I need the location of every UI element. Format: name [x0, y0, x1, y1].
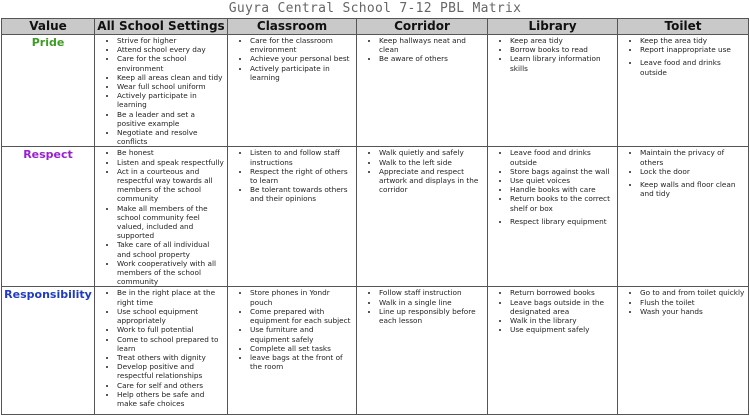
expectation-list — [618, 147, 748, 198]
cell-library — [488, 147, 618, 287]
list-item: • Return borrowed books — [510, 288, 615, 297]
expectation-list — [357, 35, 487, 64]
value-label: Respect — [2, 147, 95, 287]
list-item: • Actively participate in learning — [117, 91, 225, 109]
list-item: • Leave food and drinks outside — [510, 148, 615, 166]
list-item: • leave bags at the front of the room — [250, 353, 354, 371]
expectation-list — [95, 287, 227, 408]
list-item: • Keep area tidy — [510, 36, 615, 45]
header-value: Value — [2, 19, 95, 35]
list-item: • Be tolerant towards others and their opinions — [250, 185, 354, 203]
page-title: Guyra Central School 7-12 PBL Matrix — [228, 1, 522, 16]
cell-corridor — [357, 287, 488, 415]
matrix-row-respect — [2, 147, 749, 287]
pbl-matrix-table — [1, 18, 749, 415]
header-all-school-settings: All School Settings — [95, 19, 228, 35]
cell-toilet — [618, 147, 749, 287]
list-item: • Strive for higher — [117, 36, 225, 45]
list-item: • Wear full school uniform — [117, 82, 225, 91]
cell-library — [488, 287, 618, 415]
list-item: • Work to full potential — [117, 325, 225, 334]
list-item: • Borrow books to read — [510, 45, 615, 54]
list-item: • Keep the area tidy — [640, 36, 746, 45]
list-item: • Develop positive and respectful relationships — [117, 362, 225, 380]
list-item: • Negotiate and resolve conflicts — [117, 128, 225, 146]
list-item: • Maintain the privacy of others — [640, 148, 746, 166]
expectation-list — [228, 147, 356, 203]
list-item: • Care for self and others — [117, 381, 225, 390]
list-item: • Care for the classroom environment — [250, 36, 354, 54]
expectation-list — [618, 35, 748, 77]
list-item: • Actively participate in learning — [250, 64, 354, 82]
cell-all-school-settings — [95, 287, 228, 415]
list-item: • Keep all areas clean and tidy — [117, 73, 225, 82]
cell-classroom — [228, 147, 357, 287]
expectation-list — [357, 287, 487, 325]
cell-classroom — [228, 35, 357, 147]
expectation-list — [488, 287, 617, 334]
expectation-list — [488, 147, 617, 226]
list-item: • Respect library equipment — [510, 217, 615, 226]
list-item: • Care for the school environment — [117, 54, 225, 72]
cell-library — [488, 35, 618, 147]
matrix-row-pride — [2, 35, 749, 147]
list-item: • Handle books with care — [510, 185, 615, 194]
list-item: • Respect the right of others to learn — [250, 167, 354, 185]
list-item: • Return books to the correct shelf or box — [510, 194, 615, 212]
list-item: • Store phones in Yondr pouch — [250, 288, 354, 306]
cell-all-school-settings — [95, 35, 228, 147]
cell-corridor — [357, 147, 488, 287]
matrix-row-responsibility — [2, 287, 749, 415]
cell-corridor — [357, 35, 488, 147]
list-item: • Use furniture and equipment safely — [250, 325, 354, 343]
expectation-list — [95, 147, 227, 286]
list-item: • Use school equipment appropriately — [117, 307, 225, 325]
list-item: • Be a leader and set a positive example — [117, 110, 225, 128]
expectation-list — [357, 147, 487, 194]
list-item: • Follow staff instruction — [379, 288, 485, 297]
header-toilet: Toilet — [618, 19, 749, 35]
list-item: • Walk quietly and safely — [379, 148, 485, 157]
list-item: • Treat others with dignity — [117, 353, 225, 362]
expectation-list — [488, 35, 617, 73]
list-item: • Report inappropriate use — [640, 45, 746, 54]
cell-classroom — [228, 287, 357, 415]
list-item: • Use quiet voices — [510, 176, 615, 185]
list-item: • Be aware of others — [379, 54, 485, 63]
list-item: • Wash your hands — [640, 307, 746, 316]
list-item: • Complete all set tasks — [250, 344, 354, 353]
list-item: • Appreciate and respect artwork and displays in the corridor — [379, 167, 485, 195]
cell-toilet — [618, 35, 749, 147]
list-item: • Keep hallways neat and clean — [379, 36, 485, 54]
list-item: • Keep walls and floor clean and tidy — [640, 180, 746, 198]
list-item: • Walk in the library — [510, 316, 615, 325]
value-label: Responsibility — [2, 287, 95, 415]
list-item: • Take care of all individual and school property — [117, 240, 225, 258]
cell-toilet — [618, 287, 749, 415]
list-item: • Achieve your personal best — [250, 54, 354, 63]
value-label: Pride — [2, 35, 95, 147]
list-item: • Leave food and drinks outside — [640, 58, 746, 76]
list-item: • Listen to and follow staff instructions — [250, 148, 354, 166]
list-item: • Go to and from toilet quickly — [640, 288, 746, 297]
list-item: • Line up responsibly before each lesson — [379, 307, 485, 325]
list-item: • Walk to the left side — [379, 158, 485, 167]
expectation-list — [95, 35, 227, 146]
header-classroom: Classroom — [228, 19, 357, 35]
list-item: • Help others be safe and make safe choices — [117, 390, 225, 408]
list-item: • Work cooperatively with all members of the school community — [117, 259, 225, 287]
expectation-list — [228, 35, 356, 82]
list-item: • Lock the door — [640, 167, 746, 176]
expectation-list — [228, 287, 356, 371]
header-library: Library — [488, 19, 618, 35]
list-item: • Flush the toilet — [640, 298, 746, 307]
list-item: • Store bags against the wall — [510, 167, 615, 176]
list-item: • Listen and speak respectfully — [117, 158, 225, 167]
list-item: • Act in a courteous and respectful way towards all members of the school community — [117, 167, 225, 204]
list-item: • Use equipment safely — [510, 325, 615, 334]
list-item: • Come prepared with equipment for each subject — [250, 307, 354, 325]
list-item: • Walk in a single line — [379, 298, 485, 307]
list-item: • Be honest — [117, 148, 225, 157]
list-item: • Come to school prepared to learn — [117, 335, 225, 353]
list-item: • Make all members of the school community feel valued, included and supported — [117, 204, 225, 241]
header-corridor: Corridor — [357, 19, 488, 35]
expectation-list — [618, 287, 748, 316]
cell-all-school-settings — [95, 147, 228, 287]
list-item: • Leave bags outside in the designated area — [510, 298, 615, 316]
list-item: • Be in the right place at the right time — [117, 288, 225, 306]
list-item: • Attend school every day — [117, 45, 225, 54]
list-item: • Learn library information skills — [510, 54, 615, 72]
header-row — [2, 19, 749, 35]
